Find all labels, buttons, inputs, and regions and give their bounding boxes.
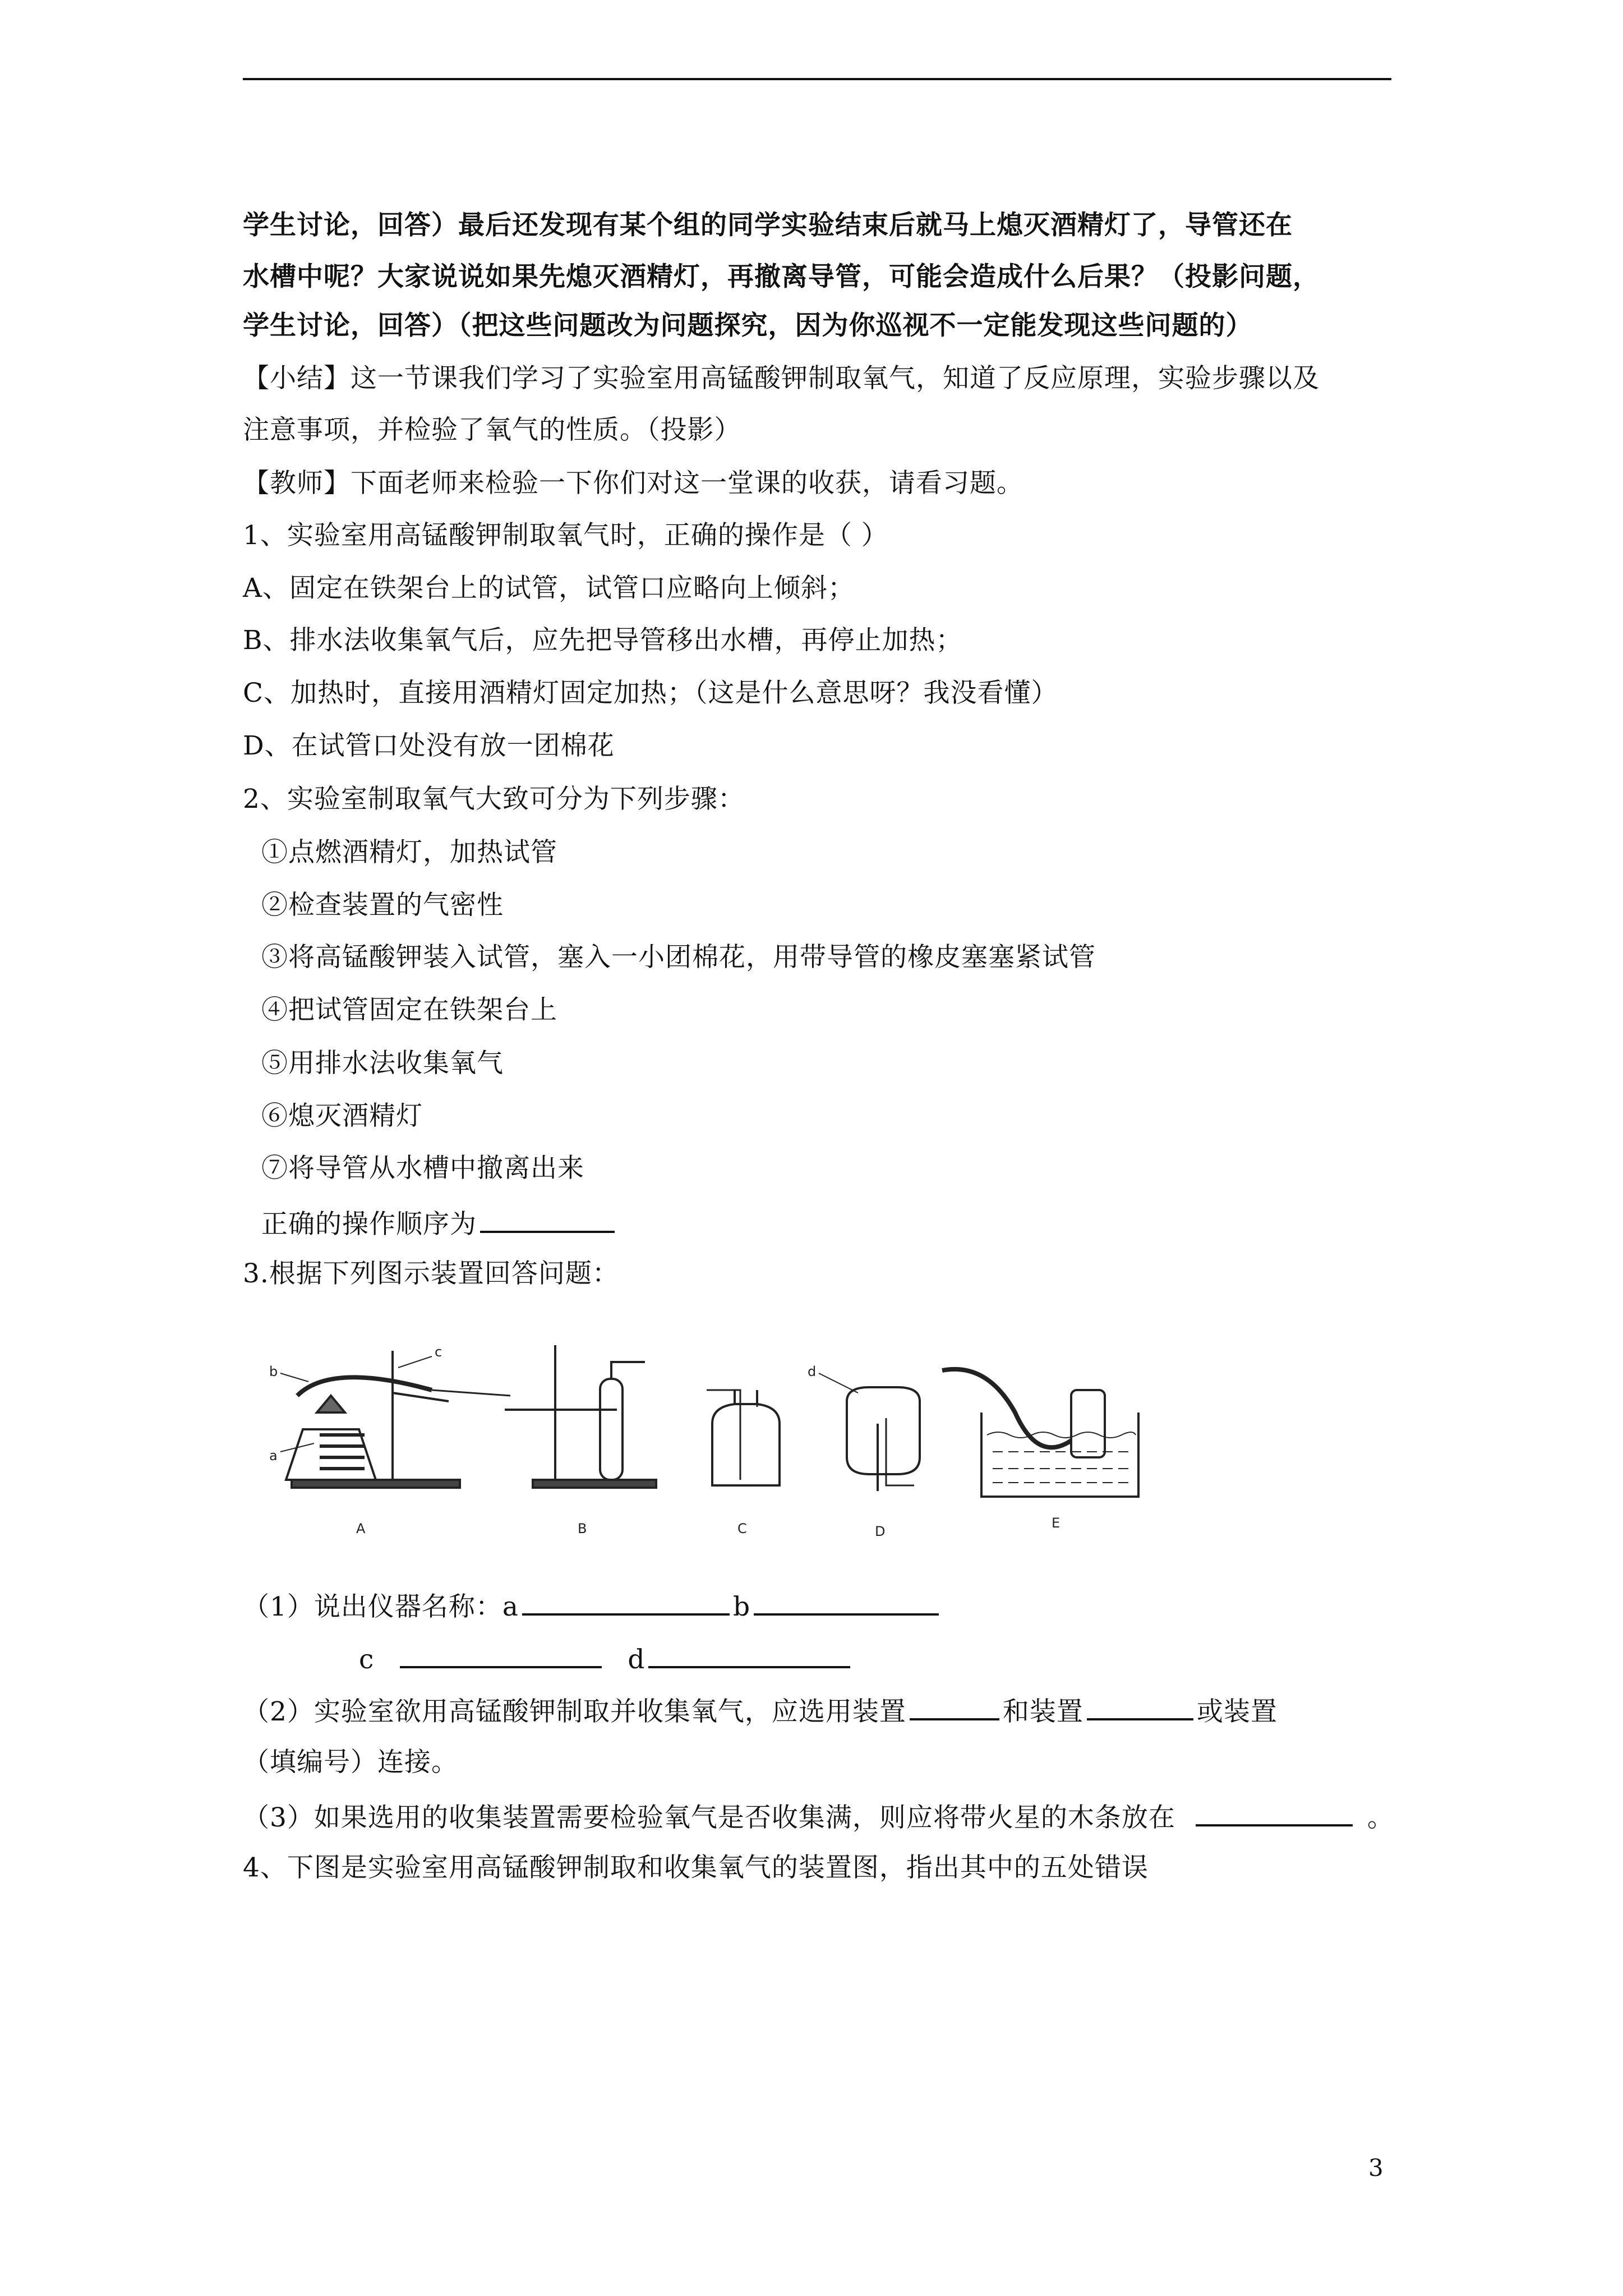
q2-order-line	[261, 1205, 618, 1241]
q2-step: ⑦将导管从水槽中撤离出来	[261, 1153, 584, 1184]
paragraph-line: 水槽中呢？大家说说如果先熄灭酒精灯，再撤离导管，可能会造成什么后果？（投影问题，	[243, 261, 1320, 292]
q1-stem: 1、实验室用高锰酸钾制取氧气时，正确的操作是（ ）	[243, 520, 888, 551]
q3-sub2-line1	[243, 1692, 1278, 1729]
apparatus-drawing	[264, 1340, 1469, 1553]
q2-step: ⑤用排水法收集氧气	[261, 1048, 504, 1079]
answer-blank[interactable]	[480, 1205, 615, 1233]
q1-option: A、固定在铁架台上的试管，试管口应略向上倾斜；	[243, 573, 855, 604]
answer-blank-d[interactable]	[648, 1640, 850, 1668]
q2-step: ③将高锰酸钾装入试管，塞入一小团棉花，用带导管的橡皮塞塞紧试管	[261, 942, 1096, 973]
label-d: d	[808, 1364, 817, 1379]
figure-label-a: A	[356, 1521, 366, 1536]
answer-blank-a[interactable]	[522, 1588, 730, 1616]
answer-blank-c[interactable]	[400, 1640, 602, 1668]
q2-step: ①点燃酒精灯，加热试管	[261, 837, 557, 868]
figure-label-c: C	[737, 1521, 747, 1536]
paragraph-line: 学生讨论，回答）最后还发现有某个组的同学实验结束后就马上熄灭酒精灯了，导管还在	[243, 210, 1293, 241]
q2-order-prompt: 正确的操作顺序为	[261, 1209, 477, 1240]
figure-label-b: B	[578, 1521, 587, 1536]
q3-sub1-c: c	[359, 1644, 375, 1675]
apparatus-d	[808, 1364, 920, 1539]
q3-sub3-end: 。	[1367, 1802, 1394, 1833]
paragraph-line: 学生讨论，回答）（把这些问题改为问题探究，因为你巡视不一定能发现这些问题的）	[243, 310, 1253, 341]
q3-sub1-line2	[359, 1640, 854, 1677]
apparatus-c	[707, 1390, 780, 1536]
q3-sub1-b: b	[732, 1591, 751, 1622]
teacher-line: 【教师】下面老师来检验一下你们对这一堂课的收获，请看习题。	[243, 468, 1023, 499]
label-a: a	[269, 1448, 278, 1464]
q2-step: ②检查装置的气密性	[261, 890, 504, 921]
q1-option: C、加热时，直接用酒精灯固定加热；（这是什么意思呀？我没看懂）	[243, 678, 1058, 708]
q3-sub1-d: d	[628, 1644, 645, 1675]
q1-option: B、排水法收集氧气后，应先把导管移出水槽，再停止加热；	[243, 625, 963, 656]
q1-option: D、在试管口处没有放一团棉花	[243, 730, 615, 761]
answer-blank-b[interactable]	[754, 1588, 939, 1616]
answer-blank-device2[interactable]	[1087, 1692, 1193, 1720]
header-rule	[243, 78, 1391, 80]
q3-sub1-prefix: （1）说出仪器名称：a	[243, 1591, 519, 1622]
label-b: b	[269, 1364, 278, 1379]
page-number: 3	[1368, 2154, 1384, 2182]
q3-sub3-line	[243, 1798, 1394, 1835]
q3-sub2-line2: （填编号）连接。	[243, 1747, 458, 1778]
apparatus-a	[269, 1344, 510, 1536]
apparatus-b	[505, 1345, 656, 1536]
figure-label-e: E	[1052, 1515, 1061, 1531]
q3-sub1-line1	[243, 1588, 942, 1624]
answer-blank-device1[interactable]	[910, 1692, 999, 1720]
q2-step: ⑥熄灭酒精灯	[261, 1101, 423, 1131]
q3-sub2-c: 或装置	[1196, 1696, 1278, 1727]
figure-label-d: D	[875, 1524, 886, 1539]
q3-stem: 3.根据下列图示装置回答问题：	[243, 1258, 619, 1289]
apparatus-figure	[264, 1340, 1469, 1553]
summary-line: 注意事项，并检验了氧气的性质。（投影）	[243, 415, 741, 445]
q2-step: ④把试管固定在铁架台上	[261, 995, 557, 1025]
q3-sub2-a: （2）实验室欲用高锰酸钾制取并收集氧气，应选用装置	[243, 1696, 906, 1727]
q3-sub3-text: （3）如果选用的收集装置需要检验氧气是否收集满，则应将带火星的木条放在	[243, 1802, 1175, 1833]
label-c: c	[435, 1344, 442, 1360]
q4-stem: 4、下图是实验室用高锰酸钾制取和收集氧气的装置图，指出其中的五处错误	[243, 1852, 1149, 1883]
answer-blank-position[interactable]	[1196, 1798, 1353, 1826]
apparatus-e	[942, 1369, 1138, 1531]
q2-stem: 2、实验室制取氧气大致可分为下列步骤：	[243, 784, 745, 815]
summary-line: 【小结】这一节课我们学习了实验室用高锰酸钾制取氧气，知道了反应原理，实验步骤以及	[243, 363, 1320, 394]
q3-sub2-b: 和装置	[1002, 1696, 1083, 1727]
